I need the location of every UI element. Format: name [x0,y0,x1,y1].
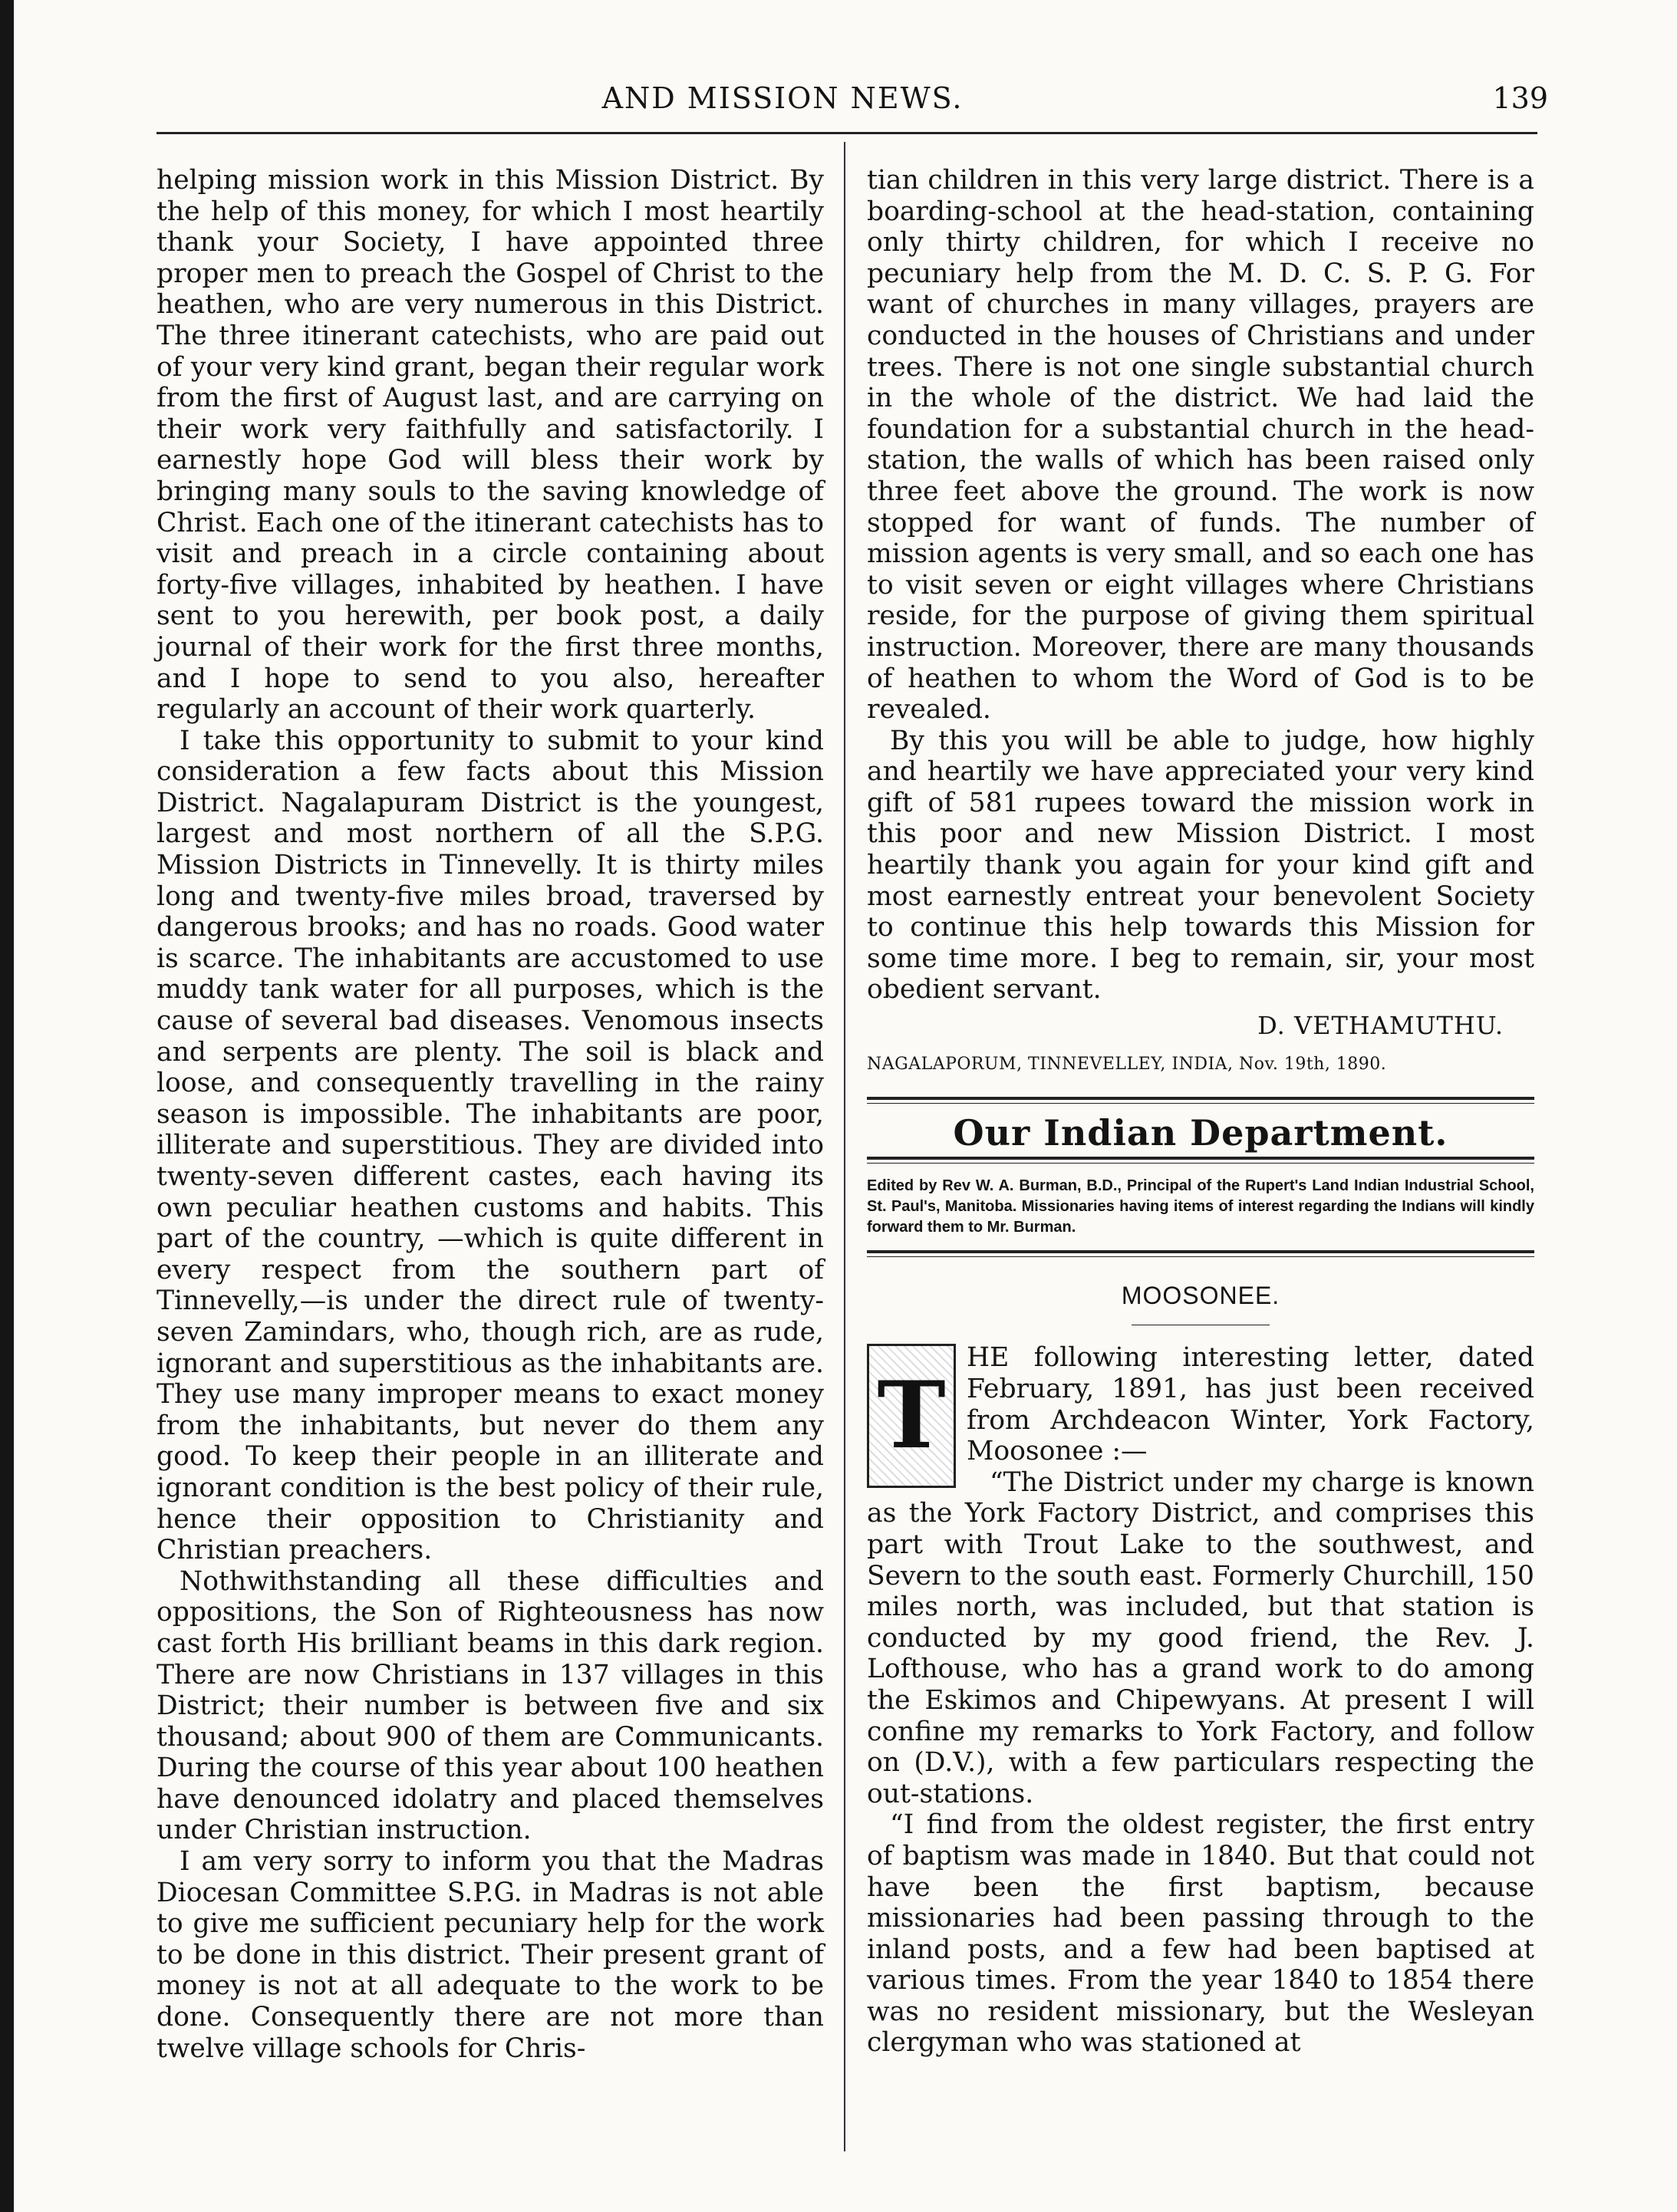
ornamental-dropcap: T [867,1344,956,1488]
department-rule-top [867,1097,1534,1104]
moosonee-paragraph-2: “The District under my charge is known as the York Factory District, and comprises this part with Trout Lake to the southwest, and Severn to the south east. Formerly Churchill, 150 miles north, was included, but that station is conducted by my good friend, the Rev. J. Lofthouse, who has a grand work to do among the Eskimos and Chipewyans. At present I will confine my remarks to York Factory, and follow on (D.V.), with a few particulars respecting the out-stations. [867,1466,1534,1809]
right-paragraph-2: By this you will be able to judge, how highly and heartily we have appreciated your very kind gift of 581 rupees toward the mission work in this poor and new Mission District. I most heartily thank you again for your kind gift and most earnestly entreat your benevolent Society to continue this help towards this Mission for some time more. I beg to remain, sir, your most obedient servant. [867,725,1534,1006]
department-heading: Our Indian Department. [953,1112,1448,1154]
letter-signature: D. VETHAMUTHU. [1257,1011,1504,1041]
running-header: AND MISSION NEWS. [601,81,964,115]
left-paragraph-2: I take this opportunity to submit to your kind consideration a few facts about this Mission District. Nagalapuram District is the youngest, largest and most northern of all the S.P.G. Mission Districts in Tinnevelly. It is thirty miles long and twenty-five miles broad, traversed by dangerous brooks; and has no roads. Good water is scarce. The inhabitants are accustomed to use muddy tank water for all purposes, which is the cause of several bad diseases. Venomous insects and serpents are plenty. The soil is black and loose, and consequently travelling in the rainy season is impossible. The inhabitants are poor, illiterate and superstitious. They are divided into twenty-seven different castes, each having its own peculiar heathen customs and habits. This part of the country, —which is quite different in every respect from the southern part of Tinnevelly,—is under the direct rule of twenty-seven Zamindars, who, though rich, are as rude, ignorant and superstitious as the inhabitants are. They use many improper means to exact money from the inhabitants, but never do them any good. To keep their people in an illiterate and ignorant condition is the best policy of their rule, hence their opposition to Christianity and Christian preachers. [156,725,824,1566]
column-divider [844,142,845,2151]
page-binding-edge [0,0,14,2212]
left-paragraph-4: I am very sorry to inform you that the Madras Diocesan Committee S.P.G. in Madras is not able to give me sufficient pecuniary help for the work to be done in this district. Their present grant of money is not at all adequate to the work to be done. Consequently there are not more than twelve village schools for Chris- [156,1846,824,2064]
left-paragraph-3: Nothwithstanding all these difficulties and oppositions, the Son of Righteousness has now cast forth His brilliant beams in this dark region. There are now Christians in 137 villages in this District; their number is between five and six thousand; about 900 of them are Communicants. During the course of this year about 100 heathen have denounced idolatry and placed themselves under Christian instruction. [156,1565,824,1846]
right-paragraph-1: tian children in this very large district. There is a boarding-school at the head-station, containing only thirty children, for which I receive no pecuniary help from the M. D. C. S. P. G. For want of churches in many villages, prayers are conducted in the houses of Christians and under trees. There is not one single substantial church in the whole of the district. We had laid the foundation for a substantial church in the head-station, the walls of which has been raised only three feet above the ground. The work is now stopped for want of funds. The number of mission agents is very small, and so each one has to visit seven or eight villages where Christians reside, for the purpose of giving them spiritual instruction. Moreover, there are many thousands of heathen to whom the Word of God is to be revealed. [867,165,1534,726]
left-column [156,165,824,2064]
department-rule-bottom [867,1250,1534,1257]
header-rule [156,132,1537,134]
page-number: 139 [1492,81,1548,115]
letter-dateline: NAGALAPORUM, TINNEVELLEY, INDIA, Nov. 19th, 1890. [867,1054,1387,1074]
section-title: MOOSONEE. [1121,1281,1280,1309]
editor-note: Edited by Rev W. A. Burman, B.D., Principal of the Rupert's Land Indian Industrial School, St. Paul's, Manitoba. Missionaries having items of interest regarding the Indians will kindly forward them to Mr. Burman. [867,1177,1534,1236]
department-rule-middle [867,1157,1534,1164]
moosonee-paragraph-3: “I find from the oldest register, the first entry of baptism was made in 1840. But that could not have been the first baptism, because missionaries had been passing through to the inland posts, and a few had been baptised at various times. From the year 1840 to 1854 there was no resident missionary, but the Wesleyan clergyman who was stationed at [867,1809,1534,2059]
left-paragraph-1: helping mission work in this Mission District. By the help of this money, for which I most heartily thank your Society, I have appointed three proper men to preach the Gospel of Christ to the heathen, who are very numerous in this District. The three itinerant catechists, who are paid out of your very kind grant, began their regular work from the first of August last, and are carrying on their work very faithfully and satisfactorily. I earnestly hope God will bless their work by bringing many souls to the saving knowledge of Christ. Each one of the itinerant catechists has to visit and preach in a circle containing about forty-five villages, inhabited by heathen. I have sent to you herewith, per book post, a daily journal of their work for the first three months, and I hope to send to you also, hereafter regularly an account of their work quarterly. [156,165,825,726]
moosonee-article [867,1342,1534,2059]
right-column [867,165,1534,2059]
moosonee-paragraph-1: HE following interesting letter, dated February, 1891, has just been received from Archdeacon Winter, York Factory, Moosonee :— [967,1342,1534,1467]
